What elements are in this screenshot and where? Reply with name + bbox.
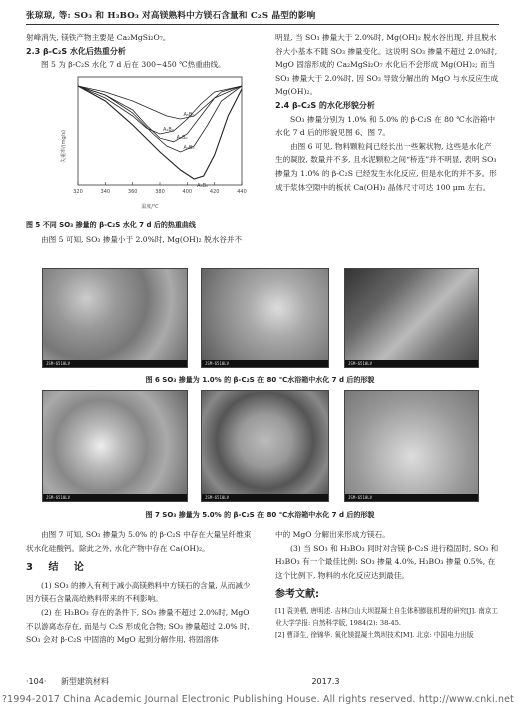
section-heading-3: 3 结 论 bbox=[26, 562, 90, 574]
x-tick-label: 360 bbox=[127, 189, 138, 195]
section-heading-2-3: 2.3 β-C₂S 水化后热重分析 bbox=[26, 46, 126, 56]
paragraph: SO₃ 掺量分别为 1.0% 和 5.0% 的 β-C₂S 在 80 ℃水浴箱中水化 7 d 后的形貌见图 6、图 7。 bbox=[275, 114, 496, 138]
plot-frame bbox=[78, 77, 242, 185]
running-header: 张琼琼, 等: SO₃ 和 H₃BO₃ 对高镁熟料中方镁石含量和 C₂S 晶型的影响 bbox=[26, 11, 316, 21]
y-axis-label: 失重率/(mg/s) bbox=[61, 130, 67, 163]
x-axis-label: 温度/℃ bbox=[141, 204, 159, 210]
conclusion-3: (3) 当 SO₃ 和 H₃BO₃ 同时对含镁 β-C₂S 进行稳固时, SO₃ 和 H₃BO₃ 有一个最佳比例: SO₃ 掺量 4.0%, H₃BO₃ 掺量 0.5%, 在这个比例下, 物料的水化反应达到最佳。 bbox=[275, 543, 499, 580]
figure-7-caption: 图 7 SO₃ 掺量为 5.0% 的 β-C₂S 在 80 ℃水浴箱中水化 7 d 后的形貌 bbox=[145, 511, 375, 519]
paragraph: 明显, 当 SO₃ 掺量大于 2.0%时, Mg(OH)₂ 脱水谷出现, 并且脱水谷大小基本不随 SO₃ 掺量变化。这说明 SO₃ 掺量不超过 2.0%时, MgO 固溶形成的 Ca₂MgSi₂O₇ 水化后不会形成 Mg(OH)₂; 而当 SO₃ 掺量大于 2.0%时, 因 SO₃ 导致分解出的 MgO 与水反应生成 Mg(OH)₂。 bbox=[275, 33, 499, 97]
paragraph: 由图 7 可知, SO₃ 掺量为 5.0% 的 β-C₂S 中存在大量呈纤维束状水化硅酸钙。除此之外, 水化产物中存在 Ca(OH)₂。 bbox=[26, 530, 252, 553]
x-tick-label: 400 bbox=[182, 189, 193, 195]
series-line bbox=[78, 86, 242, 179]
section-heading-2-4: 2.4 β-C₂S 的水化形貌分析 bbox=[275, 100, 375, 110]
issue-number: 2017.3 bbox=[311, 677, 340, 686]
tg-chart bbox=[50, 73, 250, 213]
fig5-caption-block bbox=[26, 219, 266, 246]
right-column-bottom bbox=[275, 528, 499, 641]
series-label: A₂B₀ bbox=[176, 134, 188, 141]
right-column-top bbox=[275, 31, 499, 194]
sem-photo-fig6-a: JSM-6510LV bbox=[42, 268, 188, 368]
x-tick-label: 320 bbox=[73, 189, 83, 195]
references-heading: 参考文献: bbox=[275, 589, 319, 601]
series-label: A₃B₀ bbox=[183, 145, 195, 151]
reference-item: [2] 曹泽生, 徐锦华. 氧化镁混凝土筑坝技术[M]. 北京: 中国电力出版 bbox=[275, 630, 474, 639]
series-label: A₁B₀ bbox=[163, 127, 174, 133]
sem-photo-fig6-c: JSM-6510LV bbox=[344, 268, 479, 368]
figure-6-caption: 图 6 SO₃ 掺量为 1.0% 的 β-C₂S 在 80 ℃水浴箱中水化 7 d 后的形貌 bbox=[145, 376, 375, 384]
x-tick-label: 340 bbox=[100, 189, 111, 195]
paragraph: 由图 5 可知, SO₃ 掺量小于 2.0%时, Mg(OH)₂ 脱水谷并不 bbox=[41, 234, 243, 244]
sem-photo-fig7-b: JSM-6510LV bbox=[201, 390, 329, 502]
paragraph: 图 5 为 β-C₂S 水化 7 d 后在 300~450 ℃热重曲线。 bbox=[41, 60, 226, 70]
page-footer bbox=[26, 676, 339, 687]
series-label: A₄B₀ bbox=[197, 183, 209, 189]
paragraph: 由图 6 可见, 物料颗粒间已经长出一些絮状物, 这些是水化产生的凝胶, 数量并不多, 且水泥颗粒之间“桥连”并不明显, 表明 SO₃ 掺量为 1.0% 的 β-C₂S 已经发生水化反应, 但是水化的并不多。形成于浆体空隙中的板状 Ca(OH)₂ 晶体尺寸可达 100 μm 左右。 bbox=[275, 141, 497, 192]
sem-photo-fig6-b: JSM-6510LV bbox=[201, 268, 329, 368]
figure-5-caption: 图 5 不同 SO₃ 掺量的 β-C₂S 水化 7 d 后的热重曲线 bbox=[26, 221, 196, 229]
journal-name: 新型建筑材料 bbox=[60, 677, 109, 686]
x-tick-label: 420 bbox=[209, 189, 220, 195]
reference-item: [1] 袁美栖, 唐明述. 吉林白山大坝混凝土自生体积膨胀机理的研究[J]. 南京工业大学学报: 自然科学版, 1984(2): 38-45. bbox=[275, 606, 499, 627]
x-tick-label: 440 bbox=[237, 189, 247, 195]
header-rule bbox=[26, 24, 499, 25]
sem-photo-fig7-c: JSM-6510LV bbox=[344, 390, 479, 502]
series-line bbox=[78, 86, 242, 119]
series-line bbox=[78, 86, 242, 134]
conclusion-1: (1) SO₃ 的掺入有利于减小高镁熟料中方镁石的含量, 从而减少因方镁石含量高给熟料带来的不利影响。 bbox=[26, 580, 251, 604]
paragraph: 中的 MgO 分解出来形成方镁石。 bbox=[275, 530, 390, 539]
text-line: 射峰消失, 镁铁产物主要是 Ca₂MgSi₂O₇。 bbox=[26, 33, 171, 42]
left-column-bottom bbox=[26, 528, 258, 647]
page-number: ·104· bbox=[26, 677, 47, 686]
sem-photo-fig7-a: JSM-6510LV bbox=[42, 390, 188, 502]
series-label: A₅B₀ bbox=[183, 112, 195, 118]
conclusion-2: (2) 在 H₃BO₃ 存在的条件下, SO₃ 掺量不超过 2.0%时, MgO 不以游离态存在, 而是与 C₂S 形成化合物; SO₃ 掺量超过 2.0% 时, SO₃ 会对 β-C₂S 中固溶的 MgO 起到分解作用, 将固溶体 bbox=[26, 607, 250, 645]
x-tick-label: 380 bbox=[155, 189, 165, 195]
copyright-line: ?1994-2017 China Academic Journal Electronic Publishing House. All rights reserved. http://www.cnki.net bbox=[2, 694, 514, 705]
left-column-top bbox=[26, 31, 258, 72]
